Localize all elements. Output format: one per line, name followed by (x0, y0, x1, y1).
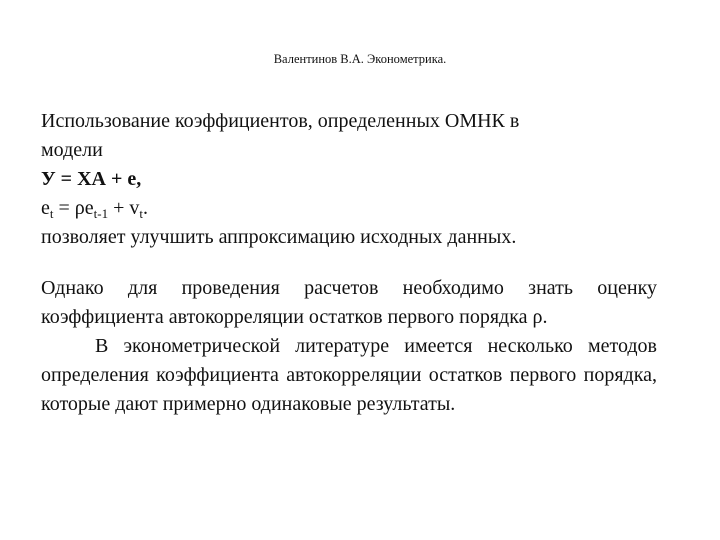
paragraph-gap (41, 252, 657, 274)
eq-end: . (143, 197, 149, 219)
slide-header: Валентинов В.А. Эконометрика. (273, 52, 447, 66)
paragraph-estimate: Однако для проведения расчетов необходимо знать оценку коэффициента автокорреляции остатков первого порядка ρ. (41, 277, 657, 328)
eq-sub-t2: t (139, 206, 144, 221)
eq-sub-t: t (49, 206, 54, 221)
intro-line-2: модели (41, 139, 103, 161)
paragraph-methods: В эконометрической литературе имеется несколько методов определения коэффициента автокорреляции остатков первого порядка, которые дают примерно одинаковые результаты. (41, 335, 657, 415)
autocorrelation-equation (41, 194, 657, 223)
eq-rho-e: = ρe (53, 197, 94, 219)
eq-plus-v: + v (108, 197, 140, 219)
slide-body (41, 107, 657, 419)
eq-e: e (41, 197, 50, 219)
intro-line-5: позволяет улучшить аппроксимацию исходных данных. (41, 226, 517, 248)
eq-sub-t-minus-1: t-1 (93, 206, 109, 221)
intro-line-1: Использование коэффициентов, определенных ОМНК в (41, 110, 520, 132)
model-equation: У = ХА + е, (41, 168, 142, 190)
